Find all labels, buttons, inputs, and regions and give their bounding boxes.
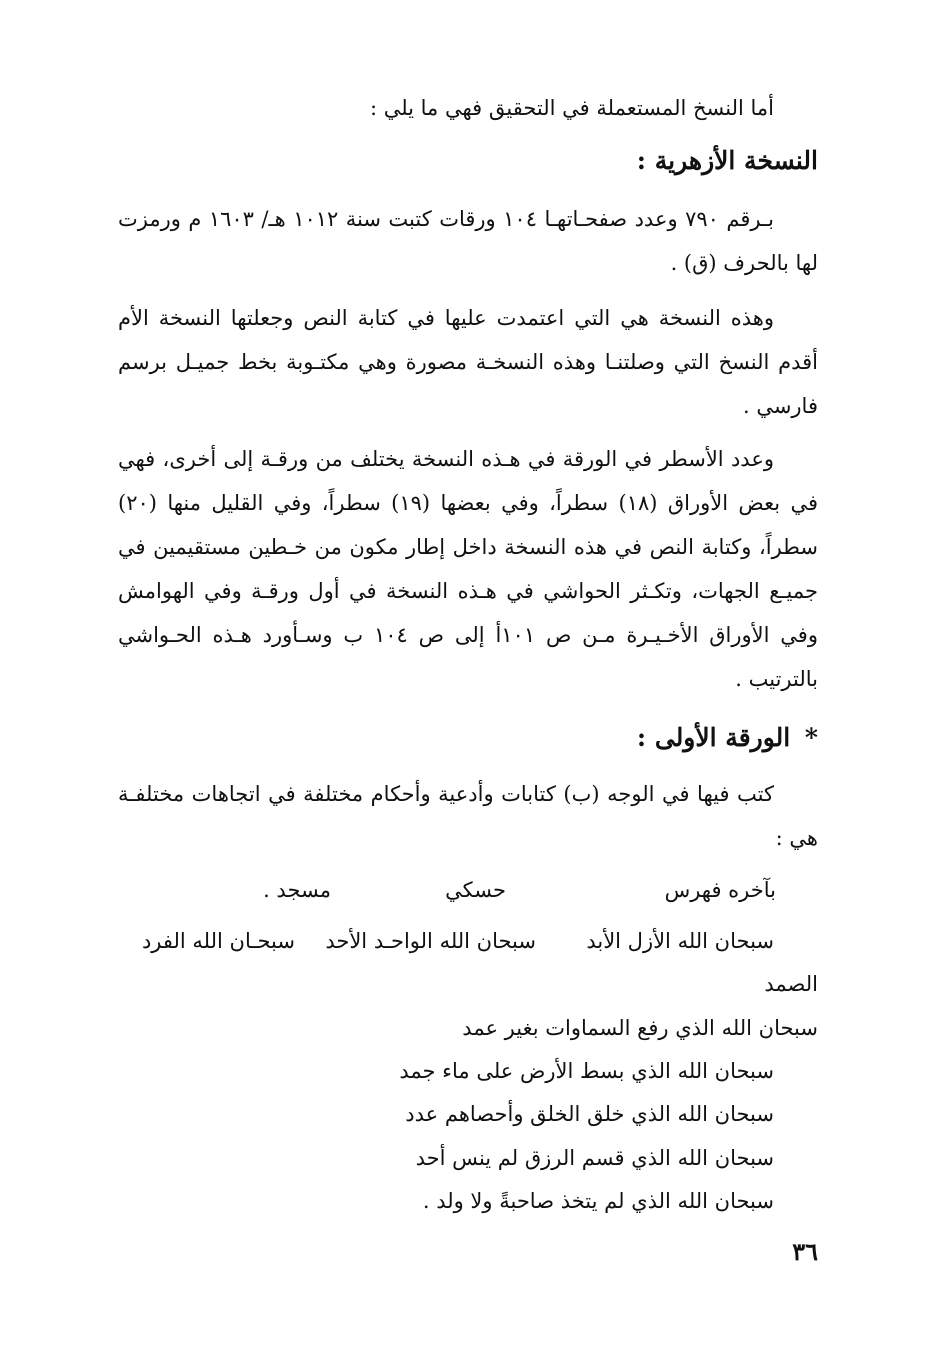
tasbih-phrase: سبحـان الله الفرد <box>141 929 295 953</box>
word-item: بآخره فهرس <box>664 878 776 902</box>
paragraph-first-leaf-writings: كتب فيها في الوجه (ب) كتابات وأدعية وأحكام مختلفة في اتجاهات مختلفـة هي : <box>118 782 818 850</box>
paragraph-manuscript-number: بـرقم ٧٩٠ وعدد صفحـاتهـا ١٠٤ ورقات كتبت سنة ١٠١٢ هـ/ ١٦٠٣ م ورمزت لها بالحرف (ق) . <box>118 207 818 275</box>
tasbih-phrase: سبحان الله الأزل الأبد <box>586 929 774 953</box>
tasbih-verse-line: سبحان الله الذي قسم الرزق لم ينس أحد <box>415 1146 774 1170</box>
section-heading-azhar: النسخة الأزهرية : <box>636 146 818 175</box>
page-number: ٣٦ <box>792 1237 818 1266</box>
word-item: حسكي <box>445 878 506 902</box>
word-item: مسجد . <box>263 878 331 902</box>
intro-line: أما النسخ المستعملة في التحقيق فهي ما يلي : <box>369 96 774 120</box>
tasbih-phrase: سبحان الله الواحـد الأحد <box>325 929 536 953</box>
asterisk-icon: * <box>804 723 818 752</box>
tasbih-continuation: الصمد <box>764 972 818 996</box>
tasbih-verse-line: سبحان الله الذي لم يتخذ صاحبةً ولا ولد . <box>422 1189 774 1213</box>
paragraph-manuscript-description: وهذه النسخة هي التي اعتمدت عليها في كتابة النص وجعلتها النسخة الأم أقدم النسخ التي وصلتنـا وهذه النسخـة مصورة وهي مكتـوبة بخط جميـل برسم فارسي . <box>118 306 818 418</box>
word-list-row <box>216 868 776 912</box>
section-heading-first-leaf <box>118 716 818 760</box>
paragraph-lines-per-leaf: وعدد الأسطر في الورقة في هـذه النسخة يختلف من ورقـة إلى أخرى، فهي في بعض الأوراق (١٨) سطراً، وفي بعضها (١٩) سطراً، وفي القليل منها (٢٠) سطراً، وكتابة النص في هذه النسخة داخل إطار مكون من خـطين مستقيمين في جميـع الجهات، وتكـثر الحواشي في هـذه النسخة في أول ورقـة وفي الهوامش وفي الأوراق الأخـيـرة مـن ص ١٠١أ إلى ص ١٠٤ ب وسـأورد هـذه الحـواشي بالترتيب . <box>118 447 818 691</box>
tasbih-verse-line: سبحان الله الذي بسط الأرض على ماء جمد <box>399 1059 774 1083</box>
tasbih-verse-line: سبحان الله الذي خلق الخلق وأحصاهم عدد <box>405 1102 774 1126</box>
section-heading-first-leaf-text: الورقة الأولى : <box>636 723 791 752</box>
tasbih-verse-line: سبحان الله الذي رفع السماوات بغير عمد <box>462 1016 818 1040</box>
